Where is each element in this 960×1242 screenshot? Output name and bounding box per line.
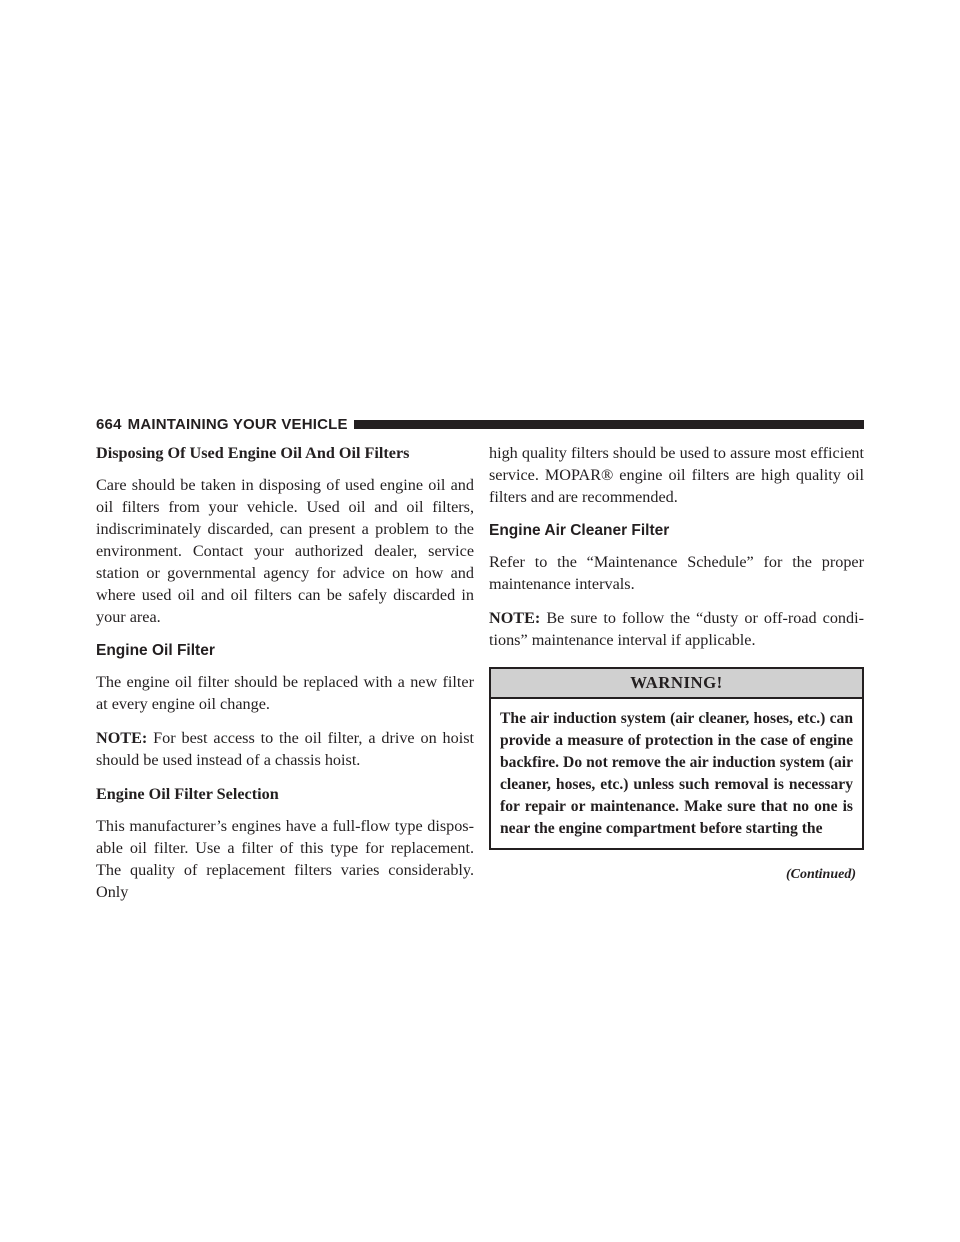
right-column xyxy=(489,442,864,886)
warning-text: The air induction system (air cleaner, hoses, etc.) can provide a measure of protection in the case of engine backfire. Do not remove the air induction system (air cleaner, hoses, etc.) unless such removal is necessary for repair or maintenance. Make sure that no one is near the engine compartment before starting the xyxy=(500,710,853,837)
page-number: 664 xyxy=(96,415,122,433)
note-text: For best access to the oil filter, a drive on hoist should be used instead of a chassis hoist. xyxy=(96,729,474,769)
note-oil-filter xyxy=(96,727,474,771)
air-filter-heading: Engine Air Cleaner Filter xyxy=(489,522,670,539)
note-label: NOTE: xyxy=(96,729,148,747)
oil-filter-heading: Engine Oil Filter xyxy=(96,642,215,659)
warning-title: WARNING! xyxy=(491,669,862,699)
continued-label: (Continued) xyxy=(785,867,856,882)
header-rule xyxy=(354,420,864,429)
note-air-filter xyxy=(489,607,864,651)
oil-filter-paragraph: The engine oil filter should be replaced with a new filter at every engine oil change. xyxy=(96,673,474,713)
warning-box xyxy=(489,667,864,850)
left-column xyxy=(96,442,474,915)
continued-paragraph: high quality filters should be used to assure most efficient service. MOPAR® engine oil filters are high quality oil filters and are recommended. xyxy=(489,444,864,506)
section-title: MAINTAINING YOUR VEHICLE xyxy=(127,415,348,433)
page-header xyxy=(96,413,864,435)
note-text: Be sure to follow the “dusty or off-road condi-tions” maintenance interval if applicable. xyxy=(489,609,864,649)
disposing-paragraph: Care should be taken in disposing of used engine oil and oil filters from your vehicle. Used oil and oil filters, indiscriminately discarded, can present a problem to the environment. Contact your authorized dealer, service station or governmental agency for advice on how and where used oil and oil filters can be safely discarded in your area. xyxy=(96,476,474,626)
note-label: NOTE: xyxy=(489,609,541,627)
selection-heading: Engine Oil Filter Selection xyxy=(96,785,279,803)
disposing-heading: Disposing Of Used Engine Oil And Oil Filters xyxy=(96,444,410,462)
air-filter-paragraph: Refer to the “Maintenance Schedule” for the proper maintenance intervals. xyxy=(489,553,864,593)
selection-paragraph: This manufacturer’s engines have a full-flow type dispos-able oil filter. Use a filter of this type for replacement. The quality of replacement filters varies considerably. Only xyxy=(96,817,474,901)
